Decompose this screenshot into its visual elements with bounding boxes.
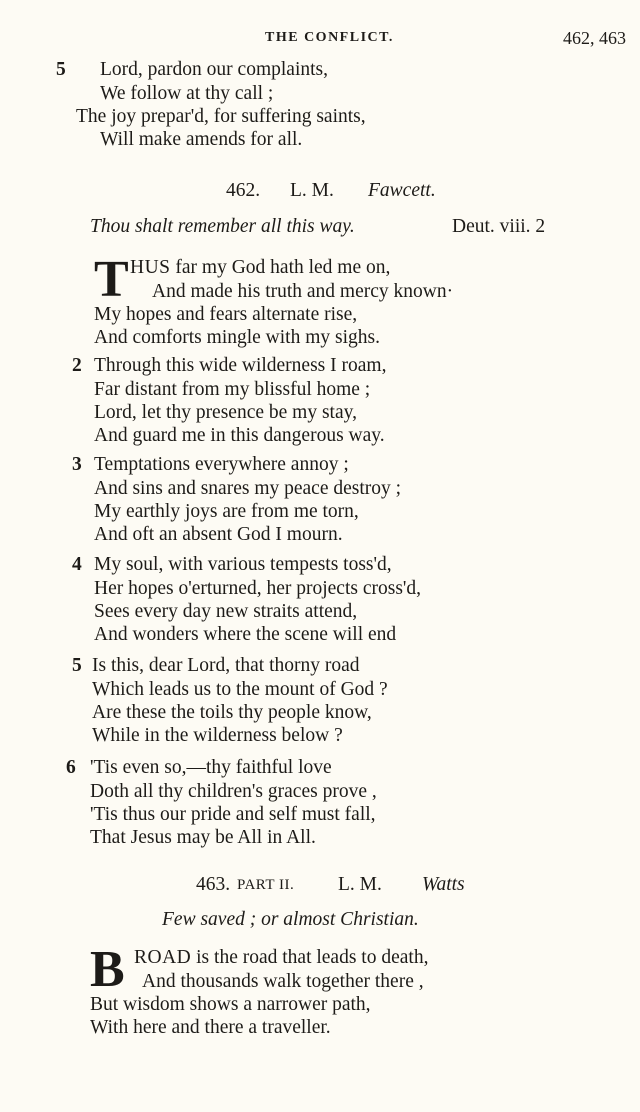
verse-line: My soul, with various tempests toss'd, (94, 554, 392, 575)
hymn-meter: L. M. (338, 874, 382, 895)
scripture-reference: Deut. viii. 2 (452, 216, 546, 237)
page-header (0, 28, 640, 50)
verse-line: Which leads us to the mount of God ? (92, 679, 388, 700)
verse-line: My earthly joys are from me torn, (94, 501, 359, 522)
verse-line: 'Tis thus our pride and self must fall, (90, 804, 376, 825)
verse-line: Is this, dear Lord, that thorny road (92, 655, 360, 676)
verse-line: Lord, pardon our complaints, (100, 59, 328, 80)
hymn-epigraph: Few saved ; or almost Christian. (162, 909, 419, 930)
stanza-number: 5 (56, 59, 66, 80)
verse-line: Through this wide wilderness I roam, (94, 355, 387, 376)
verse-line: And made his truth and mercy known· (152, 281, 454, 302)
verse-line: My hopes and fears alternate rise, (94, 304, 358, 325)
verse-line: Sees every day new straits attend, (94, 601, 358, 622)
verse-line: ROAD is the road that leads to death, (134, 947, 429, 968)
stanza-number: 3 (72, 454, 82, 475)
verse-line: And comforts mingle with my sighs. (94, 327, 380, 348)
verse-line: Temptations everywhere annoy ; (94, 454, 349, 475)
hymn-epigraph: Thou shalt remember all this way. (90, 216, 355, 237)
verse-line: The joy prepar'd, for suffering saints, (76, 106, 366, 127)
stanza-number: 4 (72, 554, 82, 575)
drop-cap: B (90, 941, 125, 998)
stanza-number: 2 (72, 355, 82, 376)
verse-line: Her hopes o'erturned, her projects cross'd, (94, 578, 422, 599)
hymn-part: PART II. (237, 877, 295, 893)
verse-line: We follow at thy call ; (100, 83, 274, 104)
verse-line: HUS far my God hath led me on, (130, 257, 391, 278)
verse-line: Far distant from my blissful home ; (94, 379, 371, 400)
hymn-number: 462. (226, 180, 261, 201)
verse-line: Will make amends for all. (100, 129, 303, 150)
hymn-number: 463. (196, 874, 231, 895)
verse-line: And oft an absent God I mourn. (94, 524, 343, 545)
hymn-meter: L. M. (290, 180, 334, 201)
verse-line: And guard me in this dangerous way. (94, 425, 385, 446)
verse-line: While in the wilderness below ? (92, 725, 343, 746)
verse-line: Are these the toils thy people know, (92, 702, 372, 723)
drop-cap: T (94, 251, 129, 308)
verse-line: Doth all thy children's graces prove , (90, 781, 377, 802)
verse-line: With here and there a traveller. (90, 1017, 331, 1038)
page-numbers: 462, 463 (563, 28, 626, 48)
verse-line: But wisdom shows a narrower path, (90, 994, 371, 1015)
hymn-author: Fawcett. (368, 180, 436, 201)
verse-line: 'Tis even so,—thy faithful love (90, 757, 332, 778)
verse-line: And sins and snares my peace destroy ; (94, 478, 402, 499)
stanza-number: 6 (66, 757, 76, 778)
hymn-author: Watts (422, 874, 465, 895)
verse-line: That Jesus may be All in All. (90, 827, 316, 848)
stanza-number: 5 (72, 655, 82, 676)
verse-line: And wonders where the scene will end (94, 624, 397, 645)
verse-line: Lord, let thy presence be my stay, (94, 402, 357, 423)
running-title: THE CONFLICT. (265, 30, 394, 45)
verse-line: And thousands walk together there , (142, 971, 424, 992)
